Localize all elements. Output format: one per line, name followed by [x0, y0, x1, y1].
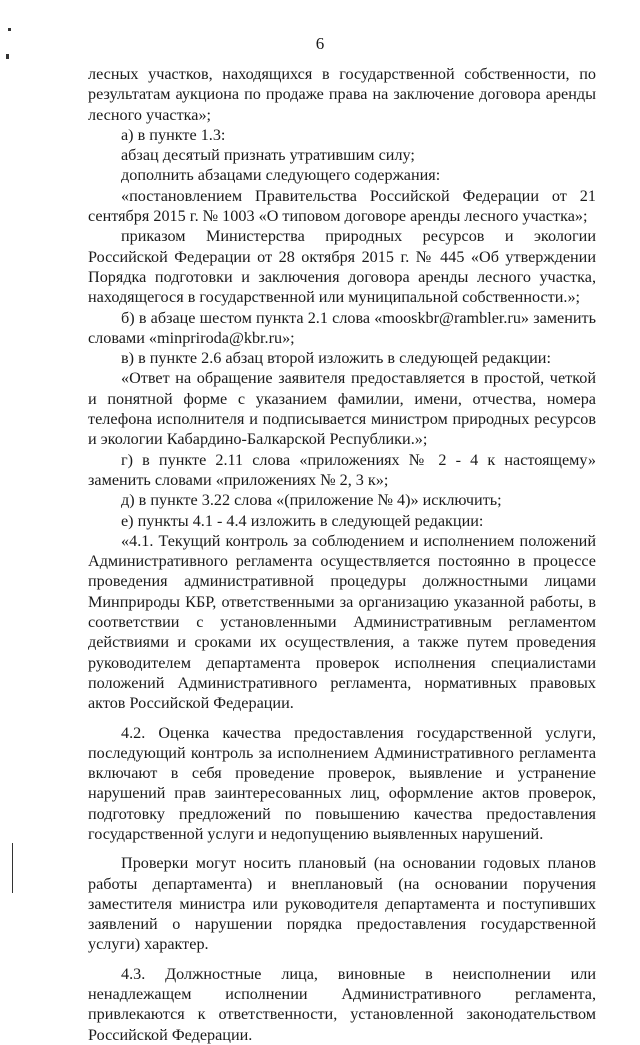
- paragraph: а) в пункте 1.3:: [121, 125, 226, 144]
- paragraph: приказом Министерства природных ресурсов и экологии Российской Федерации от 28 октября 2015 г. № 445 «Об утверждении Порядка подготовки и заключения договора аренды лесного участка, находящегося в государственной или муниципальной собственности.»;: [88, 227, 596, 307]
- paragraph: абзац десятый признать утратившим силу;: [121, 146, 415, 165]
- paragraph: в) в пункте 2.6 абзац второй изложить в следующей редакции:: [121, 349, 551, 368]
- document-body: [88, 64, 596, 1045]
- paragraph: «постановлением Правительства Российской Федерации от 21 сентября 2015 г. № 1003 «О типовом договоре аренды лесного участка»;: [88, 186, 596, 226]
- paragraph: е) пункты 4.1 - 4.4 изложить в следующей редакции:: [121, 511, 484, 530]
- paragraph: «Ответ на обращение заявителя предоставляется в простой, четкой и понятной форме с указанием фамилии, имени, отчества, номера телефона исполнителя и подписывается министром природных ресурсов и экологии Кабардино-Балкарской Республики.»;: [88, 369, 596, 449]
- paragraph: «4.1. Текущий контроль за соблюдением и исполнением положений Административного регламента осуществляется постоянно в процессе проведения административной процедуры должностными лицами Минприроды КБР, ответственными за организацию указанной работы, в соответствии с установленными Административным регламентом действиями и сроками их осуществления, а также путем проведения руководителем департамента проверок исполнения специалистами положений Административного регламента, нормативных правовых актов Российской Федерации.: [88, 531, 596, 713]
- paragraph: дополнить абзацами следующего содержания:: [121, 166, 441, 185]
- paragraph: Проверки могут носить плановый (на основании годовых планов работы департамента) и внеплановый (на основании поручения заместителя министра или руководителя департамента и поступивших заявлений о нарушении порядка предоставления государственной услуги) характер.: [88, 854, 596, 954]
- paragraph: г) в пункте 2.11 слова «приложениях № 2 - 4 к настоящему» заменить словами «приложениях № 2, 3 к»;: [88, 450, 596, 489]
- paragraph: лесных участков, находящихся в государственной собственности, по результатам аукциона по продаже права на заключение договора аренды лесного участка»;: [88, 65, 596, 124]
- scan-mark-1: [8, 28, 11, 31]
- scan-mark-3: [12, 843, 13, 893]
- scan-mark-2: [6, 54, 9, 59]
- page-number: 6: [315, 34, 325, 53]
- paragraph: 4.3. Должностные лица, виновные в неисполнении или ненадлежащем исполнении Административного регламента, привлекаются к ответственности, установленной законодательством Российской Федерации.: [88, 964, 596, 1044]
- paragraph: д) в пункте 3.22 слова «(приложение № 4)» исключить;: [121, 491, 502, 510]
- paragraph: б) в абзаце шестом пункта 2.1 слова «mooskbr@rambler.ru» заменить словами «minpriroda@kbr.ru»;: [88, 308, 596, 347]
- paragraph: 4.2. Оценка качества предоставления государственной услуги, последующий контроль за исполнением Административного регламента включают в себя проведение проверок, выявление и устранение нарушений прав заинтересованных лиц, оформление актов проверок, подготовку предложений по повышению качества предоставления государственной услуги и недопущению выявленных нарушений.: [88, 723, 596, 843]
